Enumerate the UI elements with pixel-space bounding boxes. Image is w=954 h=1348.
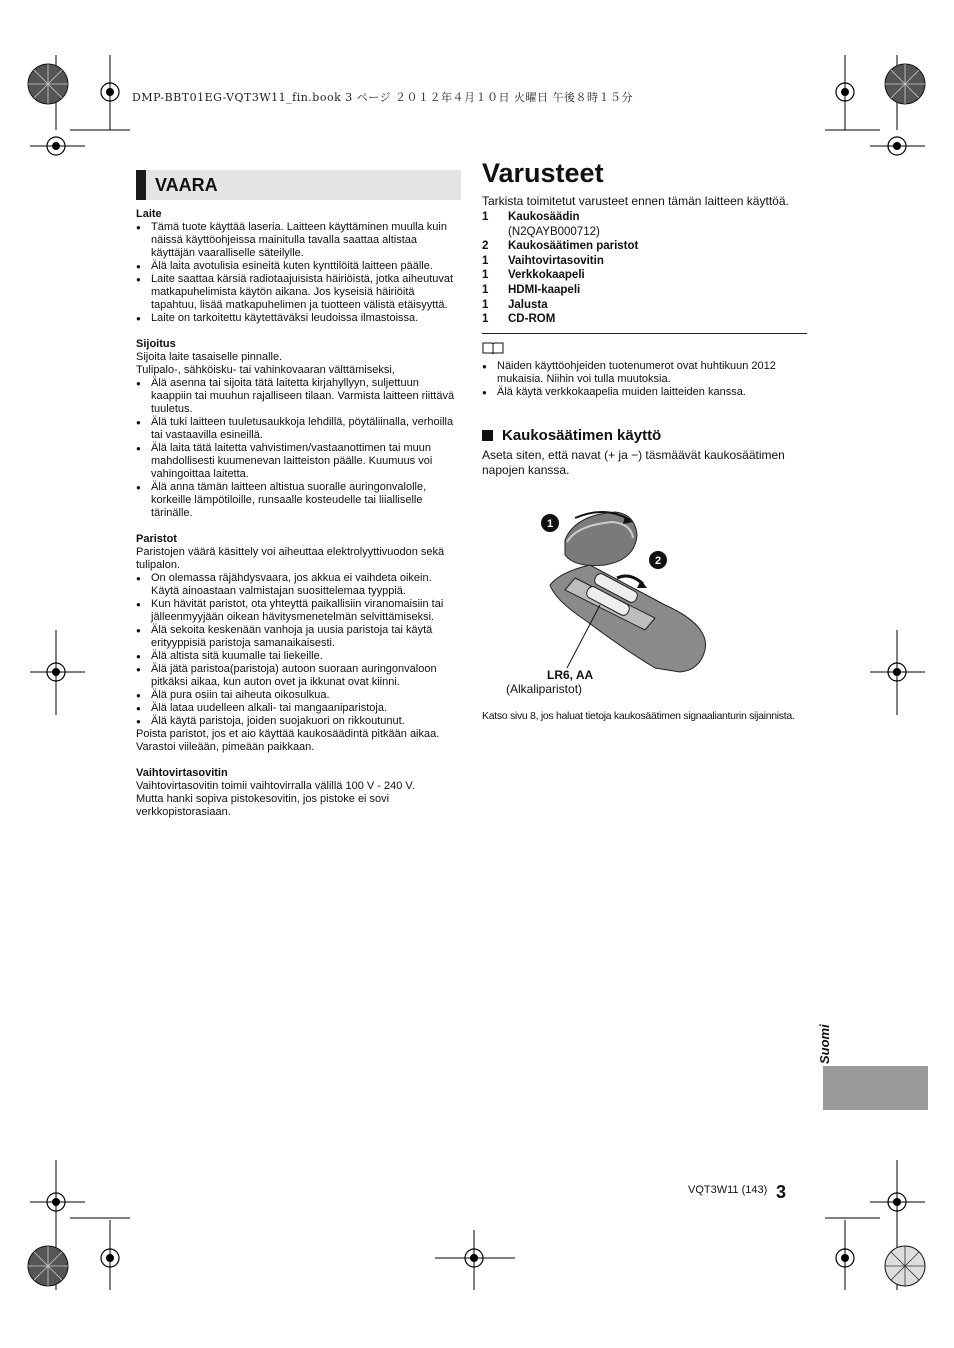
sensor-note: Katso sivu 8, jos haluat tietoja kaukosäätimen signaalianturin sijainnista. bbox=[482, 710, 795, 722]
divider bbox=[482, 333, 807, 334]
accessories-list bbox=[482, 210, 807, 327]
accessory-item bbox=[482, 210, 807, 225]
bullet-item: ● Älä käytä paristoja, joiden suojakuori on rikkoutunut. bbox=[136, 715, 461, 728]
warning-sections bbox=[136, 208, 461, 819]
remote-instructions: Aseta siten, että navat (+ ja −) täsmäävät kaukosäätimen napojen kanssa. bbox=[482, 447, 785, 477]
accessory-name: Kaukosäätimen paristot bbox=[508, 240, 639, 253]
warning-heading-box bbox=[136, 170, 461, 200]
accessory-item bbox=[482, 239, 807, 254]
heading-square-icon bbox=[482, 430, 493, 441]
accessories-title: Varusteet bbox=[482, 158, 604, 188]
bullet-item: ● Laite saattaa kärsiä radiotaajuisista häiriöistä, jotka aiheutuvat matkapuhelimista käytön aikana. Jos kyseisiä häiriöitä tapahtuu, lisää matkapuhelimen ja tuotteen välistä etäisyyttä. bbox=[136, 273, 461, 312]
remote-battery-illustration bbox=[505, 500, 725, 700]
note-item: ● Näiden käyttöohjeiden tuotenumerot ovat huhtikuun 2012 mukaisia. Niihin voi tulla muutoksia. bbox=[482, 360, 807, 386]
warning-heading-bar bbox=[136, 170, 146, 200]
bullet-item: ● Älä anna tämän laitteen altistua suoralle auringonvalolle, korkeille lämpötiloille, runsaalle kosteudelle tai liialliselle tärinälle. bbox=[136, 481, 461, 520]
warning-section bbox=[136, 338, 461, 520]
battery-type-sub: (Alkaliparistot) bbox=[506, 682, 583, 696]
accessory-name: Jalusta bbox=[508, 298, 548, 311]
accessory-name: CD-ROM bbox=[508, 313, 556, 326]
bullet-item: ● Älä laita tätä laitetta vahvistimen/vastaanottimen tai muun mahdollisesti kuumenevan laitteiston päälle. Kuumuus voi vahingoittaa laitetta. bbox=[136, 442, 461, 481]
accessory-name: Kaukosäädin bbox=[508, 211, 580, 223]
accessory-item bbox=[482, 268, 807, 283]
accessories-column bbox=[482, 156, 807, 478]
step-1-label: 1 bbox=[546, 518, 554, 530]
language-tab-label: Suomi bbox=[817, 1024, 832, 1064]
paragraph: Sijoita laite tasaiselle pinnalle. bbox=[136, 351, 283, 363]
bullet-item: ● Älä jätä paristoa(paristoja) autoon suoraan auringonvaloon pitkäksi aikaa, kun auton ovet ja ikkunat ovat kiinni. bbox=[136, 663, 461, 689]
warning-section-title: Laite bbox=[136, 208, 162, 220]
warning-section bbox=[136, 208, 461, 325]
bullet-item: ● Älä lataa uudelleen alkali- tai mangaaniparistoja. bbox=[136, 702, 461, 715]
paragraph: Tulipalo-, sähköisku- tai vahinkovaaran välttämiseksi, bbox=[136, 364, 395, 376]
footer-code: VQT3W11 (143) bbox=[688, 1184, 768, 1196]
bullet-item: ● On olemassa räjähdysvaara, jos akkua ei vaihdeta oikein. Käytä ainoastaan valmistajan suosittelemaa tyyppiä. bbox=[136, 572, 461, 598]
accessory-qty: 1 bbox=[482, 313, 489, 326]
bullet-item: ● Älä altista sitä kuumalle tai liekeille. bbox=[136, 650, 461, 663]
warning-section-title: Sijoitus bbox=[136, 338, 176, 350]
note-item: ● Älä käytä verkkokaapelia muiden laitteiden kanssa. bbox=[482, 386, 807, 399]
accessory-qty: 1 bbox=[482, 254, 489, 267]
bullet-item: ● Kun hävität paristot, ota yhteyttä paikallisiin viranomaisiin tai jälleenmyyjään oikean hävitysmenetelmän selvittämiseksi. bbox=[136, 598, 461, 624]
battery-cover bbox=[565, 512, 637, 566]
notes-list bbox=[482, 360, 807, 399]
paragraph: Vaihtovirtasovitin toimii vaihtovirralla välillä 100 V - 240 V. bbox=[136, 780, 415, 792]
warning-section bbox=[136, 533, 461, 754]
accessories-intro: Tarkista toimitetut varusteet ennen tämän laitteen käyttöä. bbox=[482, 194, 789, 208]
bullet-item: ● Älä laita avotulisia esineitä kuten kynttilöitä laitteen päälle. bbox=[136, 260, 461, 273]
page-number: 3 bbox=[776, 1182, 787, 1202]
accessory-item bbox=[482, 312, 807, 327]
warning-column bbox=[136, 170, 461, 832]
language-tab-block bbox=[823, 1066, 928, 1110]
accessory-qty: 1 bbox=[482, 269, 489, 282]
bullet-item: ● Laite on tarkoitettu käytettäväksi leudoissa ilmastoissa. bbox=[136, 312, 461, 325]
accessory-name: Vaihtovirtasovitin bbox=[508, 254, 604, 267]
accessory-model bbox=[482, 225, 807, 240]
step-2-label: 2 bbox=[654, 555, 662, 567]
accessory-item bbox=[482, 283, 807, 298]
accessory-qty: 1 bbox=[482, 298, 489, 311]
language-tab bbox=[813, 1016, 837, 1066]
accessory-qty: 1 bbox=[482, 283, 489, 296]
accessory-model-text: (N2QAYB000712) bbox=[508, 225, 600, 238]
paragraph: Paristojen väärä käsittely voi aiheuttaa elektrolyyttivuodon sekä tulipalon. bbox=[136, 546, 445, 571]
accessory-name: HDMI-kaapeli bbox=[508, 283, 581, 296]
paragraph: Poista paristot, jos et aio käyttää kaukosäädintä pitkään aikaa. Varastoi viileään, pimeään paikkaan. bbox=[136, 728, 440, 753]
bullet-item: ● Älä tuki laitteen tuuletusaukkoja lehdillä, pöytäliinalla, verhoilla tai vastaavilla esineillä. bbox=[136, 416, 461, 442]
accessory-item bbox=[482, 298, 807, 313]
bullet-item: ● Tämä tuote käyttää laseria. Laitteen käyttäminen muulla kuin näissä käyttöohjeissa mainitulla tavalla saattaa altistaa käyttäjän vaaralliselle säteilylle. bbox=[136, 221, 461, 260]
warning-section-title: Paristot bbox=[136, 533, 177, 545]
paragraph: Mutta hanki sopiva pistokesovitin, jos pistoke ei sovi verkkopistorasiaan. bbox=[136, 793, 390, 818]
warning-section bbox=[136, 767, 461, 819]
accessory-qty: 2 bbox=[482, 240, 489, 253]
bullet-item: ● Älä sekoita keskenään vanhoja ja uusia paristoja tai käytä erityyppisiä paristoja samanaikaisesti. bbox=[136, 624, 461, 650]
remote-heading bbox=[482, 427, 807, 445]
warning-section-title: Vaihtovirtasovitin bbox=[136, 767, 228, 779]
book-header: DMP-BBT01EG-VQT3W11_fin.book 3 ページ ２０１２年４月１０日 火曜日 午後８時１５分 bbox=[132, 91, 634, 104]
accessory-qty: 1 bbox=[482, 211, 489, 223]
bullet-item: ● Älä pura osiin tai aiheuta oikosulkua. bbox=[136, 689, 461, 702]
accessory-item bbox=[482, 254, 807, 269]
battery-type-label: LR6, AA bbox=[547, 668, 594, 682]
remote-heading-text: Kaukosäätimen käyttö bbox=[502, 426, 662, 444]
accessory-name: Verkkokaapeli bbox=[508, 269, 585, 282]
note-book-icon bbox=[482, 342, 504, 354]
bullet-item: ● Älä asenna tai sijoita tätä laitetta kirjahyllyyn, suljettuun kaappiin tai muuhun rajalliseen tilaan. Varmista laitteen riittävä tuuletus. bbox=[136, 377, 461, 416]
warning-title: VAARA bbox=[155, 175, 218, 195]
